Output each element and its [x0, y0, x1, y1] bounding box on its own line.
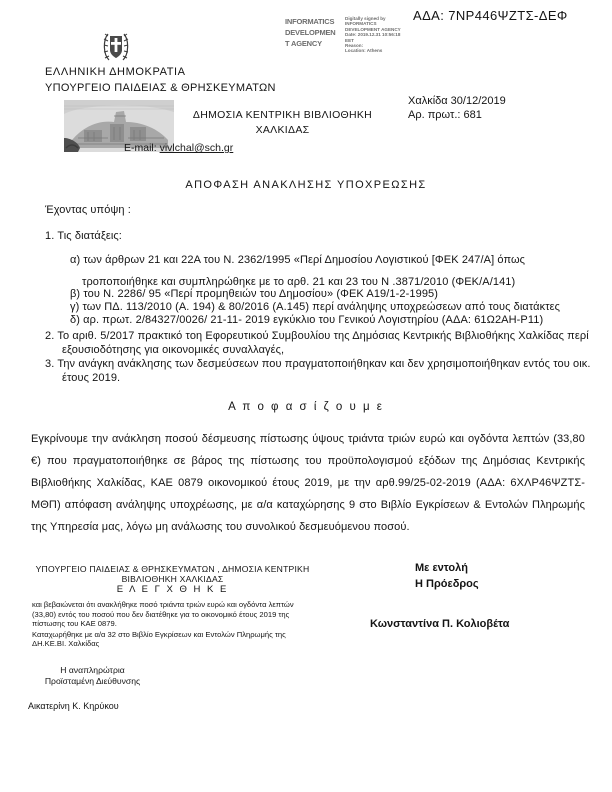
certification-note2: Καταχωρήθηκε με α/α 32 στο Βιβλίο Εγκρίσεων και Εντολών Πληρωμής της ΔΗ.ΚΕ.ΒΙ. Χαλκίδας: [32, 629, 286, 649]
stamp-agency-name: [285, 16, 341, 49]
certification-dept-line2: ΒΙΒΛΙΟΘΗΚΗ ΧΑΛΚΙΔΑΣ: [121, 574, 224, 584]
list-item-1: 1. Τις διατάξεις:: [45, 230, 122, 242]
having-regard-line: Έχοντας υπόψη :: [45, 204, 131, 216]
ada-code: ΑΔΑ: 7ΝΡ446ΨΖΤΣ-ΔΕΦ: [413, 8, 568, 23]
left-signer-role-line1: Η αναπληρώτρια: [60, 665, 125, 675]
by-order-line: Με εντολή: [415, 562, 468, 574]
decide-heading: Α π ο φ α σ ί ζ ο υ μ ε: [228, 401, 384, 413]
stamp-agency-line: DEVELOPMEN: [285, 28, 336, 37]
library-name-line2: ΧΑΛΚΙΔΑΣ: [255, 124, 310, 136]
library-name-block: [180, 108, 385, 138]
email-link[interactable]: vivlchal@sch.gr: [159, 142, 234, 154]
stamp-detail-line: Location: Athens: [345, 48, 383, 54]
left-signer-name: Αικατερίνη Κ. Κηρύκου: [28, 701, 119, 711]
approval-block: [415, 560, 479, 592]
email-line: [124, 142, 233, 154]
stamp-agency-line: T AGENCY: [285, 39, 322, 48]
list-item-1d: δ) αρ. πρωτ. 2/84327/0026/ 21-11- 2019 εγκύκλιο του Γενικού Λογιστηρίου (ΑΔΑ: 61Ω2ΑΗ-Ρ11): [70, 314, 544, 326]
header-ministry: ΥΠΟΥΡΓΕΙΟ ΠΑΙΔΕΙΑΣ & ΘΡΗΣΚΕΥΜΑΤΩΝ: [45, 82, 276, 94]
decision-paragraph: Εγκρίνουμε την ανάκληση ποσού δέσμευσης πίστωσης ύψους τριάντα τριών ευρώ και ογδόντα λεπτών (33,80 €) που πραγματοποιήθηκε σε βάρος της πίστωσης του προϋπολογισμού εξόδων της Δημόσιας Κεντρικής Βιβλιοθήκης Χαλκίδας, ΚΑΕ 0879 οικονομικού έτους 2019, με την αρθ.99/25-02-2019 (ΑΔΑ: 6ΧΛΡ46ΨΖΤΣ-ΜΘΠ) απόφαση ανάληψης υποχρέωσης, με α/α καταχώρησης 9 στο Βιβλίο Εγκρίσεων & Εντολών Πληρωμής της Υπηρεσία μας, λόγω μη ανάλωσης του συνολικού δεσμευόμενου ποσού.: [31, 433, 585, 533]
stamp-agency-line: INFORMATICS: [285, 17, 335, 26]
approver-role: Η Πρόεδρος: [415, 578, 479, 590]
certification-header: [30, 564, 315, 595]
stamp-detail-line: INFORMATICS: [345, 21, 377, 27]
left-signer-role-line2: Προϊσταμένη Διεύθυνσης: [44, 675, 141, 686]
library-name-line1: ΔΗΜΟΣΙΑ ΚΕΝΤΡΙΚΗ ΒΙΒΛΙΟΘΗΚΗ: [192, 109, 373, 121]
hellenic-emblem-icon: [100, 30, 132, 69]
stamp-detail-line: DEVELOPMENT AGENCY: [345, 26, 401, 32]
stamp-detail-line: Date: 2019.12.31 10:56:18: [345, 32, 401, 38]
list-item-1b: β) του Ν. 2286/ 95 «Περί προμηθειών του Δημοσίου» (ΦΕΚ Α19/1-2-1995): [70, 288, 439, 300]
protocol-number: Αρ. πρωτ.: 681: [408, 109, 482, 121]
header-republic: ΕΛΛΗΝΙΚΗ ΔΗΜΟΚΡΑΤΙΑ: [45, 66, 186, 78]
email-label: E-mail:: [124, 142, 157, 154]
stamp-detail-line: Reason:: [345, 43, 364, 49]
city-and-date: Χαλκίδα 30/12/2019: [408, 95, 506, 107]
document-title: ΑΠΟΦΑΣΗ ΑΝΑΚΛΗΣΗΣ ΥΠΟΧΡΕΩΣΗΣ: [185, 179, 427, 191]
list-item-2: 2. Το αριθ. 5/2017 πρακτικό τοη Εφορευτικού Συμβουλίου της Δημόσιας Κεντρικής Βιβλιοθήκης Χαλκίδας περί εξουσιοδότησης για οικονομικές συναλλαγές,: [45, 330, 589, 356]
list-item-1c: γ) των ΠΔ. 113/2010 (Α. 194) & 80/2016 (Α.145) περί ανάληψης υποχρεώσεων από τους διατάκτες: [70, 301, 561, 313]
certification-notes: [32, 600, 300, 649]
stamp-detail-line: EET: [345, 37, 354, 43]
approver-name: Κωνσταντίνα Π. Κολιοβέτα: [370, 618, 510, 630]
stamp-detail-line: Digitally signed by: [345, 16, 386, 21]
certification-dept-line1: ΥΠΟΥΡΓΕΙΟ ΠΑΙΔΕΙΑΣ & ΘΡΗΣΚΕΥΜΑΤΩΝ , ΔΗΜΟΣΙΑ ΚΕΝΤΡΙΚΗ: [35, 564, 310, 574]
left-signer-role: [25, 665, 160, 686]
list-item-1a: α) των άρθρων 21 και 22Α του Ν. 2362/1995 «Περί Δημοσίου Λογιστικού [ΦΕΚ 247/Α] όπως τροποποιήθηκε και συμπληρώθηκε με το αρθ. 21 και 23 του Ν .3871/2010 (ΦΕΚ/Α/141): [70, 254, 526, 288]
digital-signature-stamp: [285, 16, 460, 54]
checked-stamp-word: Ε Λ Ε Γ Χ Θ Η Κ Ε: [116, 584, 229, 595]
list-item-3: 3. Την ανάγκη ανάκλησης των δεσμεύσεων που πραγματοποιήθηκαν και δεν χρησιμοποιήθηκαν εντός του οικ. έτους 2019.: [45, 358, 591, 384]
certification-note1: και βεβαιώνεται ότι ανακλήθηκε ποσό τριάντα τριών ευρώ και ογδόντα λεπτών (33,80) εντός του ποσού που δεν διατέθηκε για το οικονομικό έτους 2019 της πίστωσης του ΚΑΕ 0879.: [32, 600, 294, 629]
stamp-signature-details: [345, 16, 455, 54]
